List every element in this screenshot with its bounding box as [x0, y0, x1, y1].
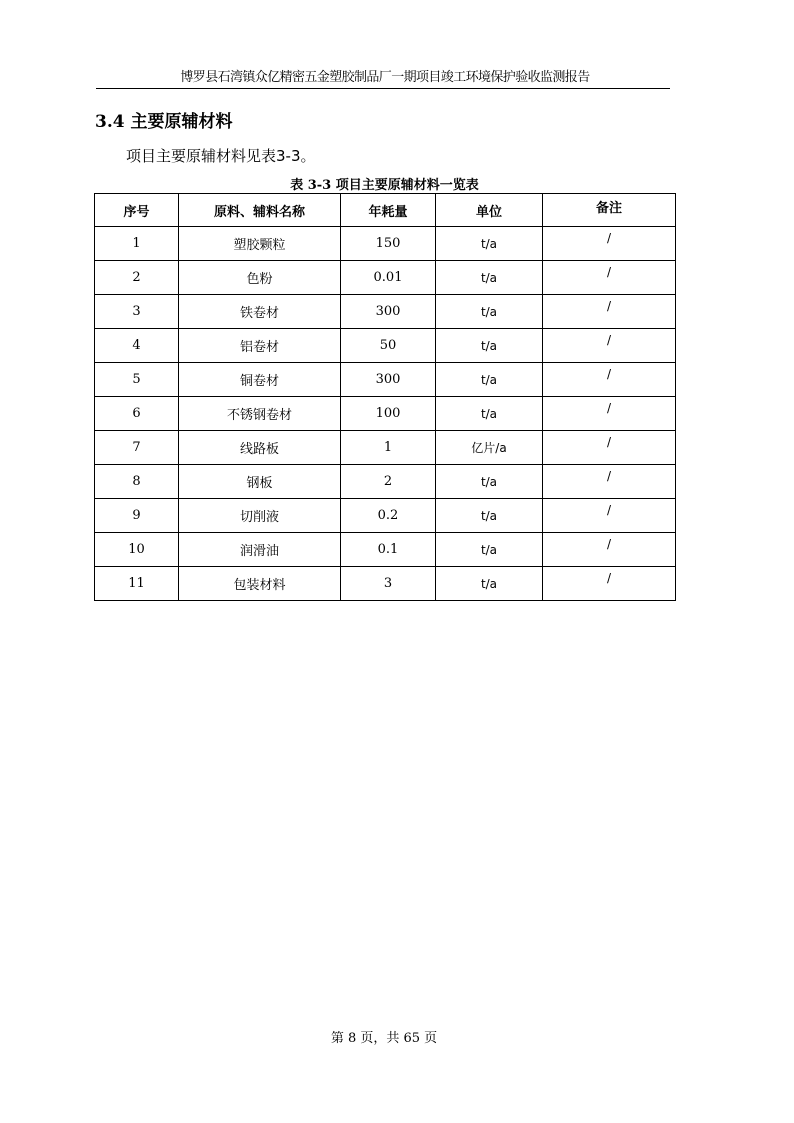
cell-unit: t/a	[436, 261, 543, 295]
cell-remark: /	[543, 363, 676, 397]
cell-unit: t/a	[436, 499, 543, 533]
cell-annual-amount: 1	[341, 431, 436, 465]
cell-annual-amount: 300	[341, 295, 436, 329]
table-row	[95, 329, 676, 363]
cell-annual-amount: 100	[341, 397, 436, 431]
cell-unit: t/a	[436, 397, 543, 431]
table-header-row	[95, 194, 676, 227]
cell-material-name: 铝卷材	[179, 329, 341, 363]
cell-material-name: 包装材料	[179, 567, 341, 601]
cell-material-name: 塑胶颗粒	[179, 227, 341, 261]
cell-remark: /	[543, 397, 676, 431]
cell-material-name: 钢板	[179, 465, 341, 499]
cell-no: 9	[95, 499, 179, 533]
table-row	[95, 431, 676, 465]
cell-material-name: 色粉	[179, 261, 341, 295]
cell-no: 10	[95, 533, 179, 567]
cell-material-name: 铜卷材	[179, 363, 341, 397]
page-number-footer: 第 8 页，共 65 页	[330, 1031, 438, 1046]
table-row	[95, 465, 676, 499]
intro-paragraph: 项目主要原辅材料见表3-3。	[126, 147, 316, 165]
cell-unit: t/a	[436, 533, 543, 567]
cell-annual-amount: 50	[341, 329, 436, 363]
column-header-name: 原料、辅料名称	[179, 194, 341, 227]
cell-annual-amount: 0.1	[341, 533, 436, 567]
cell-material-name: 不锈钢卷材	[179, 397, 341, 431]
column-header-amount: 年耗量	[341, 194, 436, 227]
column-header-remark: 备注	[543, 194, 676, 227]
cell-unit: t/a	[436, 227, 543, 261]
cell-remark: /	[543, 533, 676, 567]
cell-material-name: 润滑油	[179, 533, 341, 567]
table-row	[95, 567, 676, 601]
cell-annual-amount: 2	[341, 465, 436, 499]
table-row	[95, 227, 676, 261]
cell-no: 7	[95, 431, 179, 465]
cell-material-name: 铁卷材	[179, 295, 341, 329]
cell-no: 2	[95, 261, 179, 295]
cell-unit: t/a	[436, 295, 543, 329]
section-heading: 3.4 主要原辅材料	[95, 112, 233, 132]
table-row	[95, 397, 676, 431]
cell-remark: /	[543, 465, 676, 499]
cell-remark: /	[543, 329, 676, 363]
column-header-no: 序号	[95, 194, 179, 227]
cell-no: 11	[95, 567, 179, 601]
cell-unit: t/a	[436, 363, 543, 397]
cell-annual-amount: 150	[341, 227, 436, 261]
materials-table	[94, 193, 676, 601]
cell-remark: /	[543, 431, 676, 465]
cell-material-name: 线路板	[179, 431, 341, 465]
cell-unit: t/a	[436, 329, 543, 363]
cell-unit: t/a	[436, 465, 543, 499]
cell-remark: /	[543, 567, 676, 601]
table-row	[95, 363, 676, 397]
cell-material-name: 切削液	[179, 499, 341, 533]
cell-no: 3	[95, 295, 179, 329]
table-row	[95, 499, 676, 533]
header-divider	[96, 88, 670, 89]
table-row	[95, 533, 676, 567]
cell-annual-amount: 0.2	[341, 499, 436, 533]
cell-no: 5	[95, 363, 179, 397]
cell-remark: /	[543, 499, 676, 533]
cell-unit: 亿片/a	[436, 431, 543, 465]
cell-remark: /	[543, 227, 676, 261]
cell-no: 4	[95, 329, 179, 363]
cell-annual-amount: 0.01	[341, 261, 436, 295]
cell-unit: t/a	[436, 567, 543, 601]
cell-remark: /	[543, 261, 676, 295]
table-row	[95, 261, 676, 295]
cell-no: 6	[95, 397, 179, 431]
cell-no: 1	[95, 227, 179, 261]
cell-annual-amount: 300	[341, 363, 436, 397]
cell-no: 8	[95, 465, 179, 499]
table-row	[95, 295, 676, 329]
report-header-title: 博罗县石湾镇众亿精密五金塑胶制品厂一期项目竣工环境保护验收监测报告	[180, 70, 590, 85]
cell-remark: /	[543, 295, 676, 329]
column-header-unit: 单位	[436, 194, 543, 227]
cell-annual-amount: 3	[341, 567, 436, 601]
table-body	[95, 227, 676, 601]
table-caption: 表 3-3 项目主要原辅材料一览表	[290, 178, 479, 193]
